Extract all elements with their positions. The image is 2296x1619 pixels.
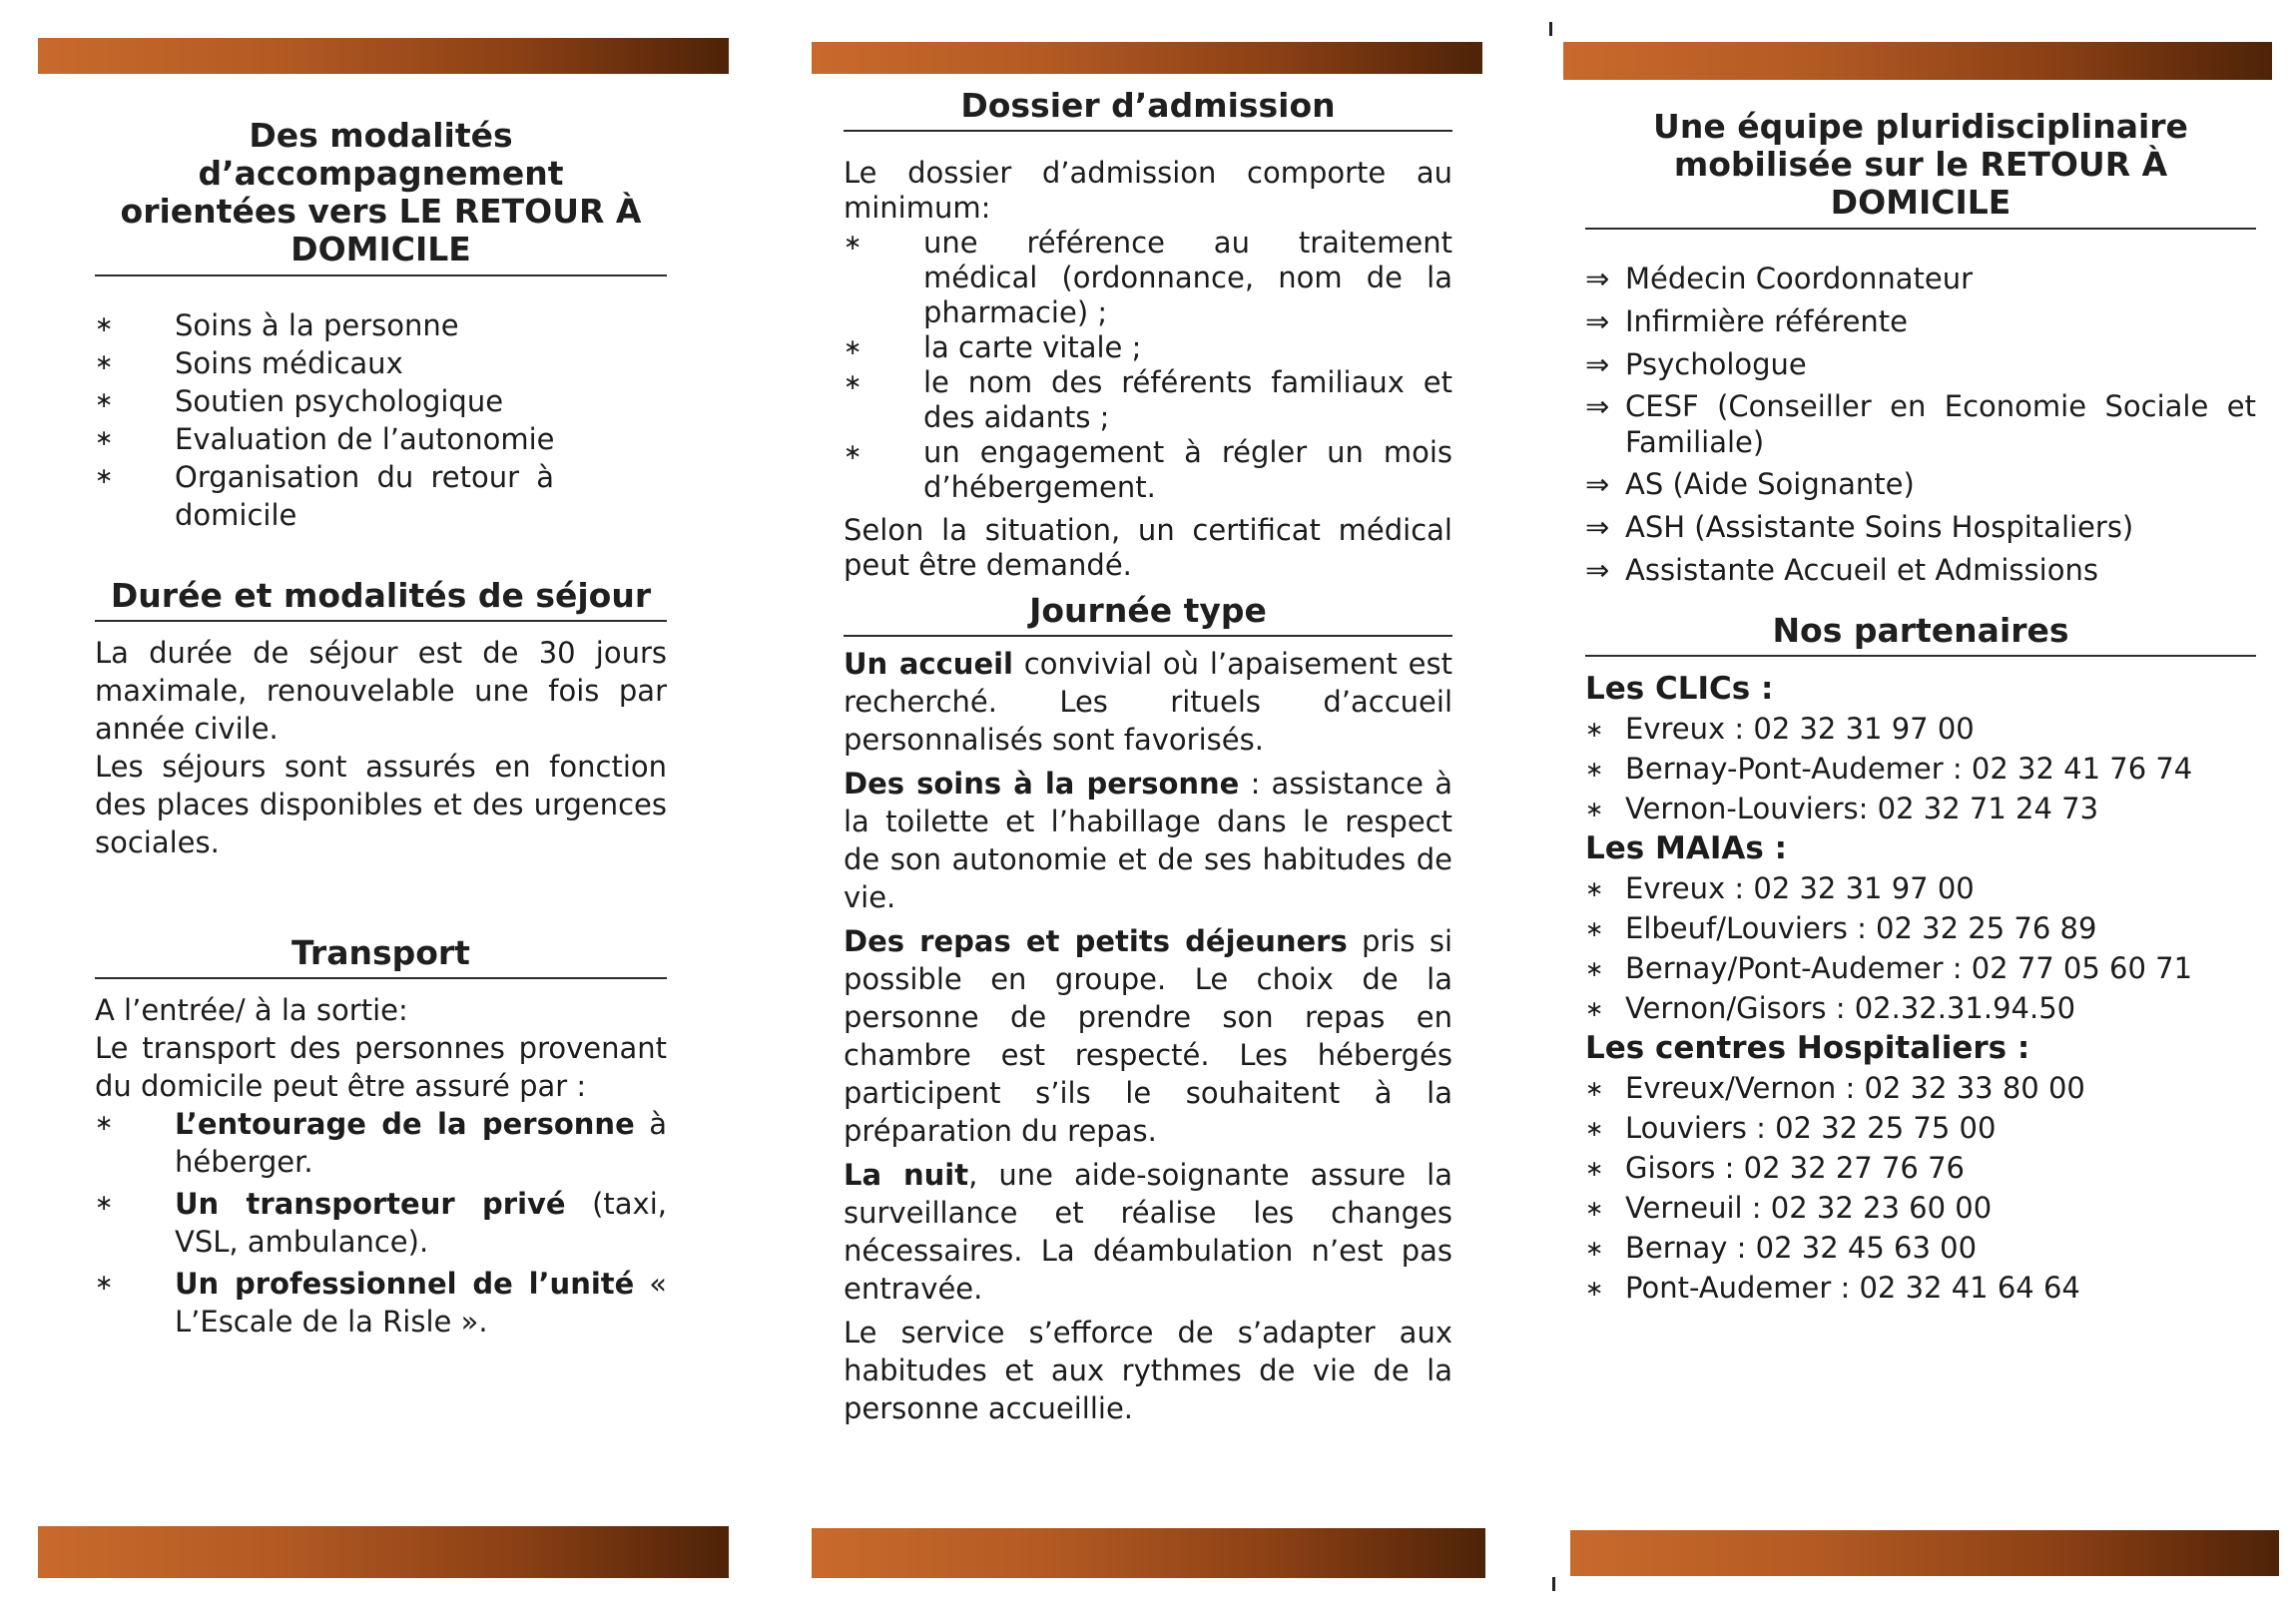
list-item: ⇒ ASH (Assistante Soins Hospitaliers) bbox=[1585, 510, 2134, 544]
section-title-transport: Transport bbox=[95, 933, 667, 979]
bottom-bar-left bbox=[38, 1526, 729, 1578]
asterisk-icon: ∗ bbox=[1585, 758, 1604, 783]
duree-paragraph-2: Les séjours sont assurés en fonction des places disponibles et des urgences sociales. bbox=[95, 750, 667, 859]
asterisk-icon: ∗ bbox=[1585, 997, 1604, 1022]
accompagnement-list bbox=[95, 306, 667, 534]
list-item: ∗ la carte vitale ; bbox=[844, 330, 1142, 364]
list-item: ⇒ Psychologue bbox=[1585, 347, 1807, 381]
journee-paragraph: La nuit, une aide-soignante assure la surveillance et réalise les changes nécessaires. La déambulation n’est pas entravée. bbox=[844, 1158, 1452, 1306]
asterisk-icon: ∗ bbox=[1585, 877, 1604, 902]
partner-group-title: Les CLICs : bbox=[1585, 671, 1774, 707]
asterisk-icon: ∗ bbox=[1585, 798, 1604, 822]
list-item: ∗ Evaluation de l’autonomie bbox=[95, 422, 555, 456]
asterisk-icon: ∗ bbox=[95, 1191, 114, 1216]
asterisk-icon: ∗ bbox=[844, 440, 862, 465]
bottom-bar-right bbox=[1570, 1530, 2279, 1576]
asterisk-icon: ∗ bbox=[1585, 1197, 1604, 1222]
arrow-right-icon: ⇒ bbox=[1585, 262, 1610, 295]
journee-paragraph: Des soins à la personne : assistance à la toilette et l’habillage dans le respect de son autonomie et de ses habitudes de vie. bbox=[844, 767, 1452, 914]
asterisk-icon: ∗ bbox=[95, 1111, 114, 1136]
list-item: ⇒ Médecin Coordonnateur bbox=[1585, 262, 1974, 295]
asterisk-icon: ∗ bbox=[1585, 718, 1604, 743]
journee-paragraph: Des repas et petits déjeuners pris si possible en groupe. Le choix de la personne de prendre son repas en chambre est respecté. Les hébergés participent s’ils le souhaitent à la préparation du repas. bbox=[844, 924, 1453, 1148]
asterisk-icon: ∗ bbox=[95, 464, 114, 489]
list-item: ∗ Soutien psychologique bbox=[95, 384, 504, 418]
column-middle bbox=[844, 0, 1452, 1427]
partner-group-title: Les centres Hospitaliers : bbox=[1585, 1030, 2030, 1066]
list-item: ∗ Bernay : 02 32 45 63 00 bbox=[1585, 1228, 2256, 1268]
list-item: ∗ Elbeuf/Louviers : 02 32 25 76 89 bbox=[1585, 908, 2256, 948]
list-item: ∗ Gisors : 02 32 27 76 76 bbox=[1585, 1148, 2256, 1188]
asterisk-icon: ∗ bbox=[95, 312, 114, 337]
list-item: ⇒ Infirmière référente bbox=[1585, 304, 1909, 338]
list-item: ⇒ CESF (Conseiller en Economie Sociale et Familiale) bbox=[1585, 389, 2256, 459]
asterisk-icon: ∗ bbox=[1585, 1157, 1604, 1182]
list-item: ⇒ Assistante Accueil et Admissions bbox=[1585, 553, 2098, 587]
list-item: ∗ Un professionnel de l’unité « L’Escale de la Risle ». bbox=[95, 1267, 667, 1339]
list-item: ∗ Bernay/Pont-Audemer : 02 77 05 60 71 bbox=[1585, 948, 2256, 988]
arrow-right-icon: ⇒ bbox=[1585, 347, 1610, 381]
column-left bbox=[95, 0, 667, 1341]
partner-group-title: Les MAIAs : bbox=[1585, 830, 1788, 866]
bottom-bar-middle bbox=[812, 1528, 1485, 1578]
dossier-outro: Selon la situation, un certificat médical peut être demandé. bbox=[844, 513, 1452, 582]
list-item: ∗ Louviers : 02 32 25 75 00 bbox=[1585, 1108, 2256, 1148]
arrow-right-icon: ⇒ bbox=[1585, 467, 1610, 501]
arrow-right-icon: ⇒ bbox=[1585, 553, 1610, 587]
asterisk-icon: ∗ bbox=[95, 426, 114, 451]
asterisk-icon: ∗ bbox=[844, 335, 862, 360]
list-item: ∗ Verneuil : 02 32 23 60 00 bbox=[1585, 1188, 2256, 1228]
section-title-equipe: Une équipe pluridisciplinaire mobilisée sur le RETOUR À DOMICILE bbox=[1585, 108, 2256, 230]
list-item: ∗ Vernon/Gisors : 02.32.31.94.50 bbox=[1585, 988, 2256, 1028]
list-item: ∗ Evreux : 02 32 31 97 00 bbox=[1585, 709, 2256, 749]
list-item: ∗ Organisation du retour à domicile bbox=[95, 460, 554, 532]
section-title-modalites: Des modalités d’accompagnement orientées vers LE RETOUR À DOMICILE bbox=[95, 117, 667, 276]
list-item: ∗ Pont-Audemer : 02 32 41 64 64 bbox=[1585, 1268, 2256, 1308]
section-title-journee: Journée type bbox=[844, 591, 1452, 637]
asterisk-icon: ∗ bbox=[95, 388, 114, 413]
list-item: ∗ Evreux/Vernon : 02 32 33 80 00 bbox=[1585, 1068, 2256, 1108]
list-item: ∗ Evreux : 02 32 31 97 00 bbox=[1585, 868, 2256, 908]
dossier-list bbox=[844, 226, 1452, 505]
partner-list bbox=[1585, 709, 2256, 828]
asterisk-icon: ∗ bbox=[1585, 917, 1604, 942]
section-title-partenaires: Nos partenaires bbox=[1585, 611, 2256, 657]
asterisk-icon: ∗ bbox=[844, 370, 862, 395]
arrow-right-icon: ⇒ bbox=[1585, 510, 1610, 544]
journee-paragraph: Le service s’efforce de s’adapter aux habitudes et aux rythmes de vie de la personne accueillie. bbox=[844, 1316, 1452, 1425]
list-item: ∗ Soins à la personne bbox=[95, 308, 459, 342]
list-item: ∗ Un transporteur privé (taxi, VSL, ambulance). bbox=[95, 1187, 667, 1259]
fold-mark-top bbox=[1549, 22, 1552, 36]
dossier-intro: Le dossier d’admission comporte au minimum: bbox=[844, 156, 1452, 225]
equipe-list bbox=[1585, 260, 2256, 589]
asterisk-icon: ∗ bbox=[844, 231, 862, 256]
transport-paragraph-1: A l’entrée/ à la sortie: bbox=[95, 993, 408, 1027]
asterisk-icon: ∗ bbox=[1585, 1077, 1604, 1102]
asterisk-icon: ∗ bbox=[95, 1271, 114, 1296]
list-item: ∗ une référence au traitement médical (ordonnance, nom de la pharmacie) ; bbox=[844, 226, 1452, 329]
asterisk-icon: ∗ bbox=[1585, 957, 1604, 982]
asterisk-icon: ∗ bbox=[1585, 1237, 1604, 1262]
arrow-right-icon: ⇒ bbox=[1585, 389, 1610, 423]
asterisk-icon: ∗ bbox=[1585, 1117, 1604, 1142]
list-item: ∗ le nom des référents familiaux et des aidants ; bbox=[844, 365, 1452, 434]
arrow-right-icon: ⇒ bbox=[1585, 304, 1610, 338]
list-item: ∗ un engagement à régler un mois d’hébergement. bbox=[844, 435, 1452, 504]
asterisk-icon: ∗ bbox=[95, 350, 114, 375]
asterisk-icon: ∗ bbox=[1585, 1277, 1604, 1302]
list-item: ∗ Soins médicaux bbox=[95, 346, 403, 380]
fold-mark-bottom bbox=[1552, 1577, 1555, 1591]
column-right bbox=[1585, 0, 2256, 1308]
partner-list bbox=[1585, 1068, 2256, 1308]
list-item: ∗ Vernon-Louviers: 02 32 71 24 73 bbox=[1585, 789, 2256, 828]
transport-list bbox=[95, 1105, 667, 1341]
journee-paragraph: Un accueil convivial où l’apaisement est recherché. Les rituels d’accueil personnalisés sont favorisés. bbox=[844, 647, 1453, 757]
list-item: ⇒ AS (Aide Soignante) bbox=[1585, 467, 1915, 501]
transport-paragraph-2: Le transport des personnes provenant du domicile peut être assuré par : bbox=[95, 1031, 667, 1103]
partner-list bbox=[1585, 868, 2256, 1028]
section-title-dossier: Dossier d’admission bbox=[844, 86, 1452, 132]
list-item: ∗ L’entourage de la personne à héberger. bbox=[95, 1107, 667, 1179]
section-title-duree: Durée et modalités de séjour bbox=[95, 576, 667, 622]
duree-paragraph-1: La durée de séjour est de 30 jours maximale, renouvelable une fois par année civile. bbox=[95, 636, 667, 746]
list-item: ∗ Bernay-Pont-Audemer : 02 32 41 76 74 bbox=[1585, 749, 2256, 789]
